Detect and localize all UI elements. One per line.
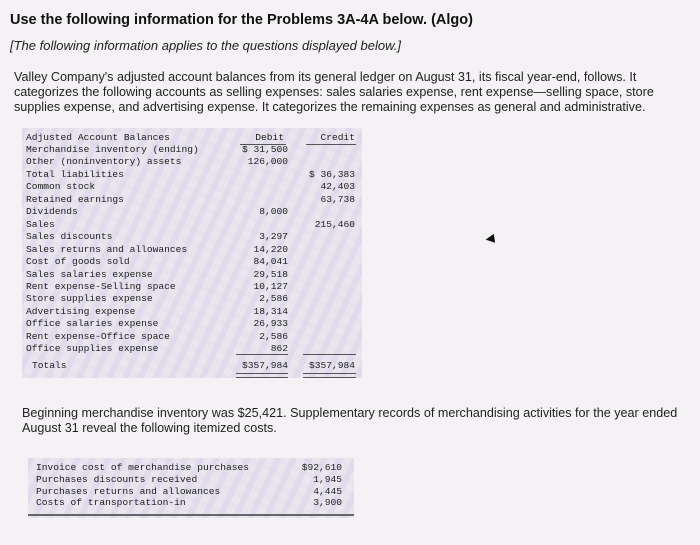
balance-row-label: Sales salaries expense [26,268,153,280]
intro-paragraph: Valley Company's adjusted account balances from its general ledger on August 31, its fiscal year-end, follows. It categorizes the following accounts as selling expenses: sales salaries expense, rent expense—selling space, store supplies expense, and advertising expense. It categorizes the remaining expenses as general and administrative. [14,70,654,114]
balance-row-label: Other (noninventory) assets [26,156,182,168]
cost-row-label: Costs of transportation-in [36,497,186,509]
balance-row-debit: 8,000 [259,206,288,218]
balance-row-debit: 3,297 [259,231,288,243]
balance-row-label: Advertising expense [26,305,136,317]
cost-row-value: 3,900 [313,497,342,509]
balance-row-label: Rent expense-Office space [26,330,170,342]
problem-title: Use the following information for the Problems 3A-4A below. (Algo) [10,12,473,28]
balance-row-label: Office salaries expense [26,318,159,330]
supplementary-paragraph: Beginning merchandise inventory was $25,421. Supplementary records of merchandising activities for the year ended August 31 reveal the following itemized costs. [22,406,678,435]
balance-row-credit: $ 36,383 [308,168,355,180]
cost-row-value: $92,610 [301,462,342,473]
balance-row-debit: 84,041 [253,256,288,268]
balance-row-credit: 215,460 [314,218,355,230]
balance-row-debit: 2,586 [259,293,288,305]
balance-row-label: Sales discounts [26,231,113,243]
credit-double-rule [303,373,356,378]
balance-row-debit: 18,314 [253,305,288,317]
cost-row-value: 1,945 [313,473,342,485]
totals-label: Totals [32,360,67,371]
balance-row-debit: 10,127 [253,280,288,292]
balance-row-debit: 29,518 [253,268,288,280]
balance-row-label: Sales [26,218,55,230]
credit-header: Credit [320,132,355,143]
balance-row-label: Total liabilities [26,168,124,180]
balance-row-label: Retained earnings [26,193,124,205]
balance-row-label: Merchandise inventory (ending) [26,144,199,155]
balances-heading: Adjusted Account Balances [26,132,170,143]
cost-row-value: 4,445 [313,485,342,497]
balance-row-label: Common stock [26,181,96,193]
costs-bottom-rule [28,514,354,516]
credit-header-rule [306,144,356,145]
debit-double-rule [236,373,288,378]
debit-total-rule [236,354,288,355]
cost-row-label: Purchases returns and allowances [36,485,221,497]
balance-row-label: Store supplies expense [26,293,153,305]
balance-row-debit: 14,220 [253,243,288,255]
total-debit: $357,984 [241,360,288,371]
balance-row-credit: 63,738 [320,193,355,205]
cost-row-label: Invoice cost of merchandise purchases [36,462,250,473]
credit-total-rule [303,354,356,355]
balance-row-debit: 862 [270,343,288,355]
balance-row-label: Cost of goods sold [26,256,130,268]
balance-row-label: Dividends [26,206,78,218]
problem-subtitle: [The following information applies to the questions displayed below.] [10,38,401,53]
cursor-pointer-icon [486,234,499,246]
balance-row-debit: 126,000 [247,156,288,168]
balance-row-label: Rent expense-Selling space [26,280,176,292]
balance-row-label: Sales returns and allowances [26,243,188,255]
balance-row-debit: $ 31,500 [241,144,288,155]
balance-row-credit: 42,403 [320,181,355,193]
balance-row-debit: 26,933 [253,318,288,330]
balance-row-label: Office supplies expense [26,343,159,355]
total-credit: $357,984 [308,360,355,371]
balance-row-debit: 2,586 [259,330,288,342]
cost-row-label: Purchases discounts received [36,473,198,485]
debit-header: Debit [255,132,284,143]
